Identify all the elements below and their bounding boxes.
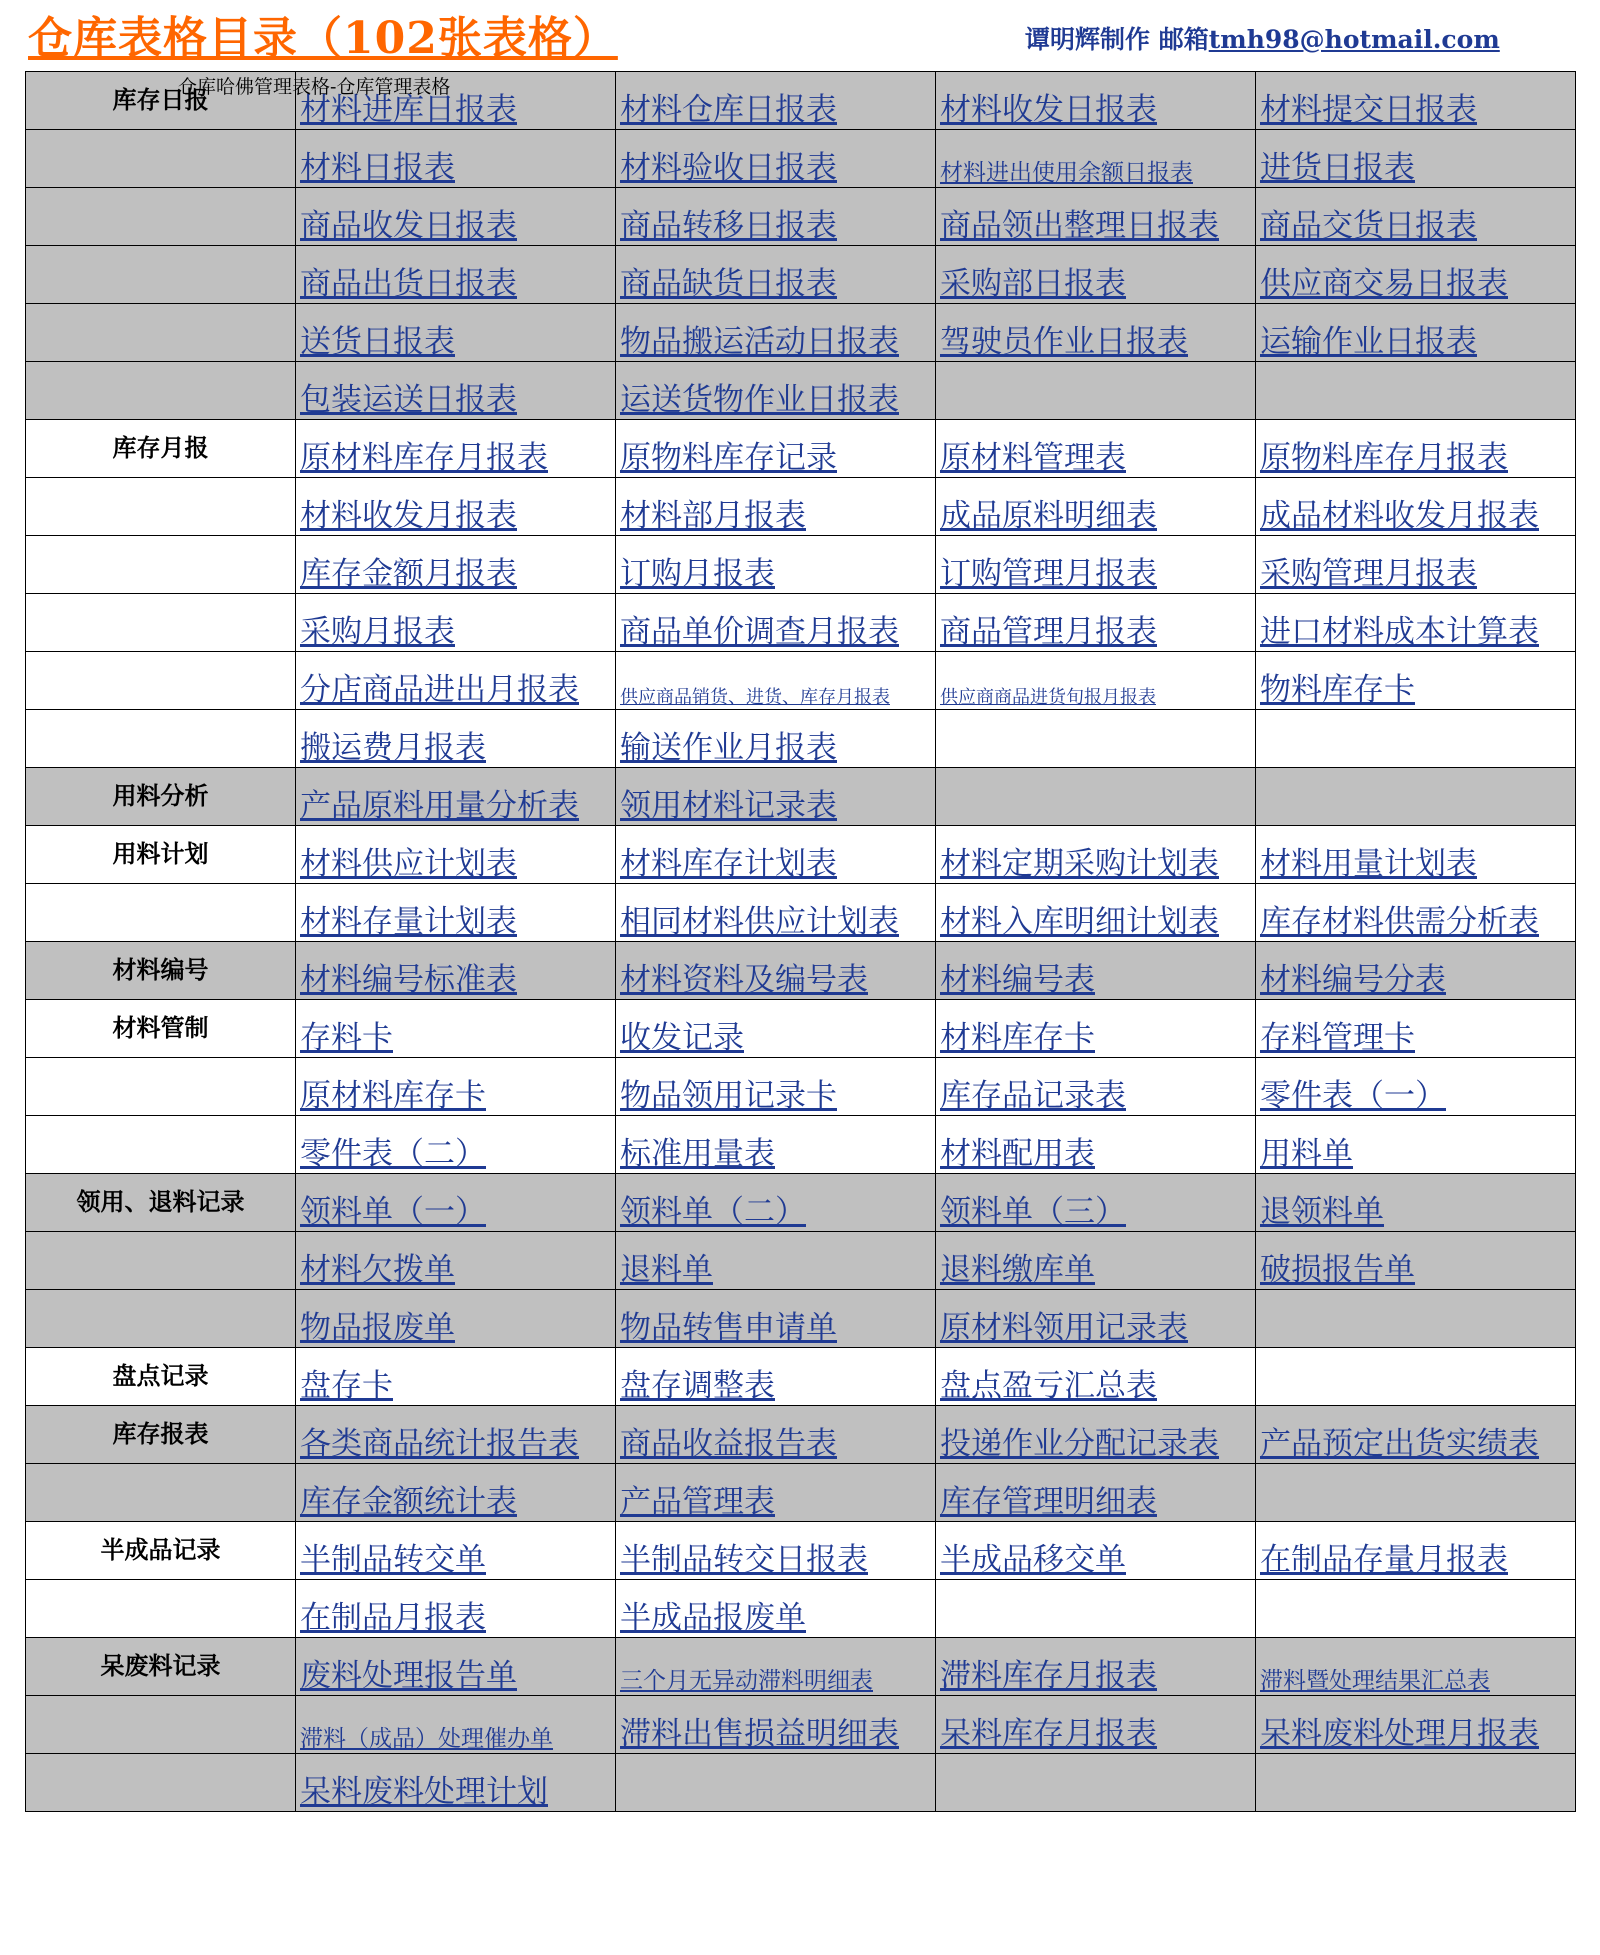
form-link[interactable]: 商品收益报告表: [616, 1406, 936, 1464]
category-cell: [26, 1696, 296, 1754]
overlay-note: 仓库哈佛管理表格-仓库管理表格: [178, 76, 451, 98]
table-row: [26, 1696, 1576, 1754]
form-link[interactable]: 原材料管理表: [936, 420, 1256, 478]
form-link[interactable]: 进口材料成本计算表: [1256, 594, 1576, 652]
form-link[interactable]: 滞料出售损益明细表: [616, 1696, 936, 1754]
category-cell: [26, 1174, 296, 1232]
empty-cell: [936, 710, 1256, 768]
category-cell: [26, 710, 296, 768]
form-link[interactable]: 三个月无异动滞料明细表: [616, 1638, 936, 1696]
form-link[interactable]: 材料欠拨单: [296, 1232, 616, 1290]
form-link[interactable]: 原材料库存卡: [296, 1058, 616, 1116]
category-label: 领用、退料记录: [76, 1188, 245, 1216]
category-cell: [26, 420, 296, 478]
form-link[interactable]: 各类商品统计报告表: [296, 1406, 616, 1464]
form-link[interactable]: 收发记录: [616, 1000, 936, 1058]
category-label: 库存月报: [112, 434, 209, 462]
form-link[interactable]: 物料库存卡: [1256, 652, 1576, 710]
form-link[interactable]: 退料单: [616, 1232, 936, 1290]
form-index-table: [25, 71, 1576, 1812]
form-link[interactable]: 商品管理月报表: [936, 594, 1256, 652]
form-link[interactable]: 采购管理月报表: [1256, 536, 1576, 594]
form-link[interactable]: 相同材料供应计划表: [616, 884, 936, 942]
form-link[interactable]: 库存品记录表: [936, 1058, 1256, 1116]
table-row: [26, 1116, 1576, 1174]
category-label: 盘点记录: [112, 1362, 209, 1390]
form-link[interactable]: 商品单价调查月报表: [616, 594, 936, 652]
category-label: 半成品记录: [100, 1536, 221, 1564]
form-link[interactable]: 材料资料及编号表: [616, 942, 936, 1000]
form-link[interactable]: 材料入库明细计划表: [936, 884, 1256, 942]
form-link[interactable]: 投递作业分配记录表: [936, 1406, 1256, 1464]
table-row: [26, 594, 1576, 652]
form-link[interactable]: 原材料库存月报表: [296, 420, 616, 478]
form-link[interactable]: 运输作业日报表: [1256, 304, 1576, 362]
form-link[interactable]: 商品转移日报表: [616, 188, 936, 246]
category-cell: [26, 652, 296, 710]
page-title: 仓库表格目录（102张表格）: [28, 13, 618, 64]
form-link[interactable]: 标准用量表: [616, 1116, 936, 1174]
category-cell: [26, 362, 296, 420]
form-link[interactable]: 送货日报表: [296, 304, 616, 362]
category-cell: [26, 1638, 296, 1696]
form-link[interactable]: 产品原料用量分析表: [296, 768, 616, 826]
empty-cell: [1256, 710, 1576, 768]
table-row: [26, 246, 1576, 304]
empty-cell: [1256, 362, 1576, 420]
table-row: [26, 478, 1576, 536]
form-link[interactable]: 库存金额统计表: [296, 1464, 616, 1522]
form-link[interactable]: 领料单（二）: [616, 1174, 936, 1232]
form-link[interactable]: 物品转售申请单: [616, 1290, 936, 1348]
form-link[interactable]: 退领料单: [1256, 1174, 1576, 1232]
category-cell: [26, 884, 296, 942]
category-label: 材料编号: [112, 956, 209, 984]
form-link[interactable]: 原物料库存记录: [616, 420, 936, 478]
form-link[interactable]: 材料配用表: [936, 1116, 1256, 1174]
category-label: 库存报表: [112, 1420, 209, 1448]
form-link[interactable]: 供应商交易日报表: [1256, 246, 1576, 304]
category-label: 库存日报: [112, 86, 209, 114]
form-link[interactable]: 半成品报废单: [616, 1580, 936, 1638]
category-label: 用料分析: [112, 782, 209, 810]
form-link[interactable]: 包装运送日报表: [296, 362, 616, 420]
table-row: [26, 536, 1576, 594]
form-link[interactable]: 破损报告单: [1256, 1232, 1576, 1290]
form-link[interactable]: 零件表（一）: [1256, 1058, 1576, 1116]
empty-cell: [936, 1580, 1256, 1638]
form-link[interactable]: 材料供应计划表: [296, 826, 616, 884]
form-link[interactable]: 材料存量计划表: [296, 884, 616, 942]
form-link[interactable]: 输送作业月报表: [616, 710, 936, 768]
table-row: [26, 710, 1576, 768]
form-link[interactable]: 在制品月报表: [296, 1580, 616, 1638]
form-link[interactable]: 存料卡: [296, 1000, 616, 1058]
table-row: [26, 1580, 1576, 1638]
form-link[interactable]: 分店商品进出月报表: [296, 652, 616, 710]
form-link[interactable]: 材料仓库日报表: [616, 72, 936, 130]
form-link[interactable]: 零件表（二）: [296, 1116, 616, 1174]
form-link[interactable]: 库存材料供需分析表: [1256, 884, 1576, 942]
form-link[interactable]: 半成品移交单: [936, 1522, 1256, 1580]
form-link[interactable]: 材料收发月报表: [296, 478, 616, 536]
category-cell: [26, 1406, 296, 1464]
table-row: [26, 942, 1576, 1000]
category-cell: [26, 188, 296, 246]
form-link[interactable]: 采购月报表: [296, 594, 616, 652]
form-link[interactable]: 盘存卡: [296, 1348, 616, 1406]
category-cell: [26, 942, 296, 1000]
form-link[interactable]: 原材料领用记录表: [936, 1290, 1256, 1348]
form-link[interactable]: 原物料库存月报表: [1256, 420, 1576, 478]
category-cell: [26, 72, 296, 130]
form-link[interactable]: 驾驶员作业日报表: [936, 304, 1256, 362]
table-row: [26, 1174, 1576, 1232]
form-link[interactable]: 领用材料记录表: [616, 768, 936, 826]
category-cell: [26, 478, 296, 536]
table-row: [26, 1232, 1576, 1290]
form-link[interactable]: 订购月报表: [616, 536, 936, 594]
form-link[interactable]: 材料编号分表: [1256, 942, 1576, 1000]
form-link[interactable]: 领料单（三）: [936, 1174, 1256, 1232]
empty-cell: [936, 768, 1256, 826]
empty-cell: [1256, 1464, 1576, 1522]
table-row: [26, 1290, 1576, 1348]
form-link[interactable]: 运送货物作业日报表: [616, 362, 936, 420]
table-row: [26, 1638, 1576, 1696]
form-link[interactable]: 供应商商品进货旬报月报表: [936, 652, 1256, 710]
table-row: [26, 1522, 1576, 1580]
empty-cell: [936, 1754, 1256, 1812]
category-cell: [26, 1000, 296, 1058]
category-cell: [26, 1290, 296, 1348]
form-link[interactable]: 材料编号表: [936, 942, 1256, 1000]
table-row: [26, 1464, 1576, 1522]
category-cell: [26, 1348, 296, 1406]
empty-cell: [1256, 1580, 1576, 1638]
empty-cell: [1256, 1348, 1576, 1406]
category-cell: [26, 536, 296, 594]
category-cell: [26, 304, 296, 362]
form-link[interactable]: 物品搬运活动日报表: [616, 304, 936, 362]
form-link[interactable]: 废料处理报告单: [296, 1638, 616, 1696]
form-link[interactable]: 商品缺货日报表: [616, 246, 936, 304]
category-cell: [26, 768, 296, 826]
category-cell: [26, 1754, 296, 1812]
empty-cell: [936, 362, 1256, 420]
form-link[interactable]: 材料用量计划表: [1256, 826, 1576, 884]
form-link[interactable]: 滞料暨处理结果汇总表: [1256, 1638, 1576, 1696]
form-link[interactable]: 呆料废料处理月报表: [1256, 1696, 1576, 1754]
table-row: [26, 826, 1576, 884]
form-link[interactable]: 呆料废料处理计划: [296, 1754, 616, 1812]
form-link[interactable]: 商品交货日报表: [1256, 188, 1576, 246]
form-link[interactable]: 产品管理表: [616, 1464, 936, 1522]
form-link[interactable]: 库存金额月报表: [296, 536, 616, 594]
table-row: [26, 362, 1576, 420]
table-row: [26, 1058, 1576, 1116]
form-link[interactable]: 采购部日报表: [936, 246, 1256, 304]
table-row: [26, 1406, 1576, 1464]
form-link[interactable]: 成品原料明细表: [936, 478, 1256, 536]
category-label: 呆废料记录: [100, 1652, 221, 1680]
category-cell: [26, 1464, 296, 1522]
form-link[interactable]: 材料日报表: [296, 130, 616, 188]
form-link[interactable]: 供应商品销货、进货、库存月报表: [616, 652, 936, 710]
form-link[interactable]: 材料部月报表: [616, 478, 936, 536]
form-link[interactable]: 材料提交日报表: [1256, 72, 1576, 130]
author-name: 谭明辉制作 邮箱: [1025, 25, 1209, 54]
form-link[interactable]: 产品预定出货实绩表: [1256, 1406, 1576, 1464]
category-label: 材料管制: [112, 1014, 209, 1042]
form-link[interactable]: 订购管理月报表: [936, 536, 1256, 594]
form-link[interactable]: 退料缴库单: [936, 1232, 1256, 1290]
form-link[interactable]: 材料进库日报表: [296, 72, 616, 130]
table-row: [26, 652, 1576, 710]
form-link[interactable]: 半制品转交日报表: [616, 1522, 936, 1580]
email-link[interactable]: tmh98@hotmail.com: [1208, 25, 1500, 54]
form-link[interactable]: 搬运费月报表: [296, 710, 616, 768]
category-cell: [26, 130, 296, 188]
form-link[interactable]: 半制品转交单: [296, 1522, 616, 1580]
form-link[interactable]: 商品出货日报表: [296, 246, 616, 304]
form-link[interactable]: 滞料库存月报表: [936, 1638, 1256, 1696]
table-row: [26, 72, 1576, 130]
form-link[interactable]: 成品材料收发月报表: [1256, 478, 1576, 536]
form-link[interactable]: 物品领用记录卡: [616, 1058, 936, 1116]
form-link[interactable]: 材料定期采购计划表: [936, 826, 1256, 884]
category-cell: [26, 826, 296, 884]
table-row: [26, 304, 1576, 362]
form-link[interactable]: 商品领出整理日报表: [936, 188, 1256, 246]
category-cell: [26, 1580, 296, 1638]
empty-cell: [1256, 1754, 1576, 1812]
form-link[interactable]: 材料进出使用余额日报表: [936, 130, 1256, 188]
form-link[interactable]: 在制品存量月报表: [1256, 1522, 1576, 1580]
table-row: [26, 188, 1576, 246]
form-link[interactable]: 盘存调整表: [616, 1348, 936, 1406]
form-link[interactable]: 滞料（成品）处理催办单: [296, 1696, 616, 1754]
form-link[interactable]: 材料收发日报表: [936, 72, 1256, 130]
form-link[interactable]: 材料库存计划表: [616, 826, 936, 884]
form-link[interactable]: 材料编号标准表: [296, 942, 616, 1000]
table-row: [26, 130, 1576, 188]
category-cell: [26, 594, 296, 652]
table-row: [26, 1754, 1576, 1812]
author-credit: [1025, 20, 1500, 56]
form-link[interactable]: 存料管理卡: [1256, 1000, 1576, 1058]
form-link[interactable]: 材料库存卡: [936, 1000, 1256, 1058]
empty-cell: [1256, 768, 1576, 826]
empty-cell: [1256, 1290, 1576, 1348]
form-link[interactable]: 领料单（一）: [296, 1174, 616, 1232]
form-link[interactable]: 盘点盈亏汇总表: [936, 1348, 1256, 1406]
table-row: [26, 420, 1576, 478]
category-cell: [26, 246, 296, 304]
form-link[interactable]: 商品收发日报表: [296, 188, 616, 246]
form-link[interactable]: 用料单: [1256, 1116, 1576, 1174]
table-row: [26, 884, 1576, 942]
empty-cell: [616, 1754, 936, 1812]
category-cell: [26, 1058, 296, 1116]
table-row: [26, 1348, 1576, 1406]
form-link[interactable]: 物品报废单: [296, 1290, 616, 1348]
category-cell: [26, 1522, 296, 1580]
form-link[interactable]: 呆料库存月报表: [936, 1696, 1256, 1754]
category-cell: [26, 1232, 296, 1290]
category-cell: [26, 1116, 296, 1174]
table-row: [26, 768, 1576, 826]
form-link[interactable]: 材料验收日报表: [616, 130, 936, 188]
form-link[interactable]: 库存管理明细表: [936, 1464, 1256, 1522]
table-row: [26, 1000, 1576, 1058]
category-label: 用料计划: [112, 840, 209, 868]
form-link[interactable]: 进货日报表: [1256, 130, 1576, 188]
